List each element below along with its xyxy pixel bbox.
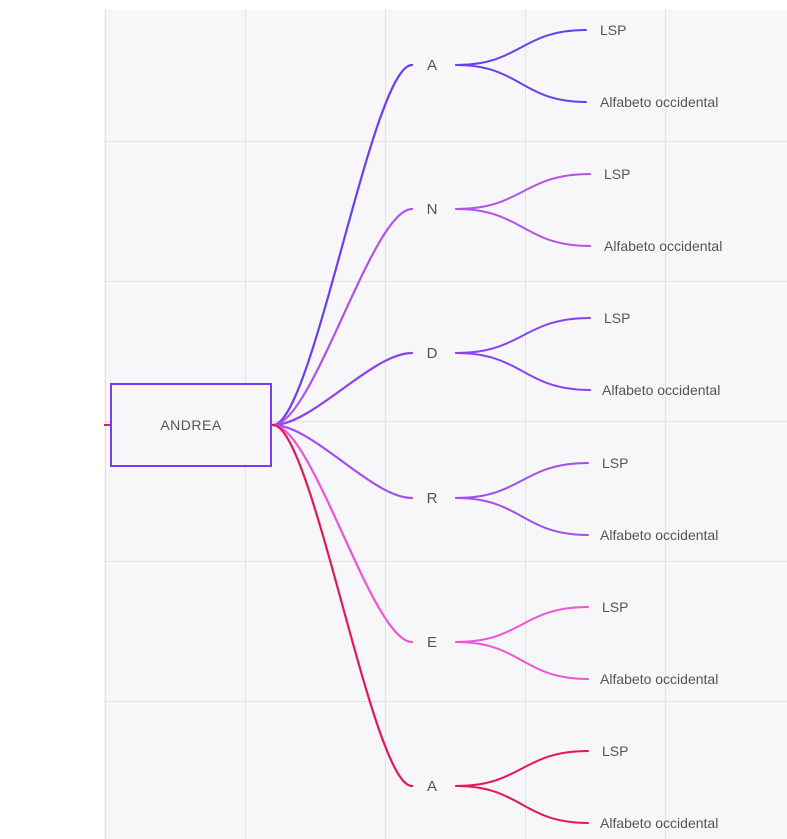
leaf-connector: [456, 174, 590, 209]
branch-node[interactable]: D: [426, 345, 438, 362]
leaf-connector: [456, 318, 590, 353]
leaf-connector: [456, 209, 590, 246]
root-node-label: ANDREA: [160, 417, 222, 433]
branch-connector: [273, 353, 412, 425]
leaf-node[interactable]: LSP: [604, 166, 631, 182]
leaf-node[interactable]: Alfabeto occidental: [604, 238, 723, 254]
leaf-node[interactable]: LSP: [604, 310, 631, 326]
leaf-node[interactable]: Alfabeto occidental: [600, 527, 719, 543]
leaf-connector: [456, 30, 586, 65]
leaf-connector: [456, 786, 588, 823]
leaf-node[interactable]: LSP: [602, 743, 629, 759]
leaf-node[interactable]: Alfabeto occidental: [600, 671, 719, 687]
branch-node[interactable]: E: [426, 634, 437, 651]
branch-node[interactable]: A: [426, 57, 437, 74]
leaf-connector: [456, 642, 588, 679]
branch-connector: [273, 65, 412, 425]
branch-connector: [273, 425, 412, 498]
branch-node[interactable]: A: [426, 778, 437, 795]
leaf-connector: [456, 751, 588, 786]
leaf-node[interactable]: LSP: [600, 22, 627, 38]
branch-connector: [273, 425, 412, 786]
root-node[interactable]: [110, 383, 272, 467]
leaf-node[interactable]: LSP: [602, 599, 629, 615]
leaf-connector: [456, 353, 590, 390]
leaf-connector: [456, 607, 588, 642]
leaf-node[interactable]: LSP: [602, 455, 629, 471]
leaf-node[interactable]: Alfabeto occidental: [600, 94, 719, 110]
leaf-node[interactable]: Alfabeto occidental: [600, 815, 719, 831]
branch-node[interactable]: N: [426, 201, 438, 218]
leaf-node[interactable]: Alfabeto occidental: [602, 382, 721, 398]
branch-node[interactable]: R: [426, 490, 438, 507]
leaf-connector: [456, 498, 588, 535]
leaf-connector: [456, 463, 588, 498]
leaf-connector: [456, 65, 586, 102]
